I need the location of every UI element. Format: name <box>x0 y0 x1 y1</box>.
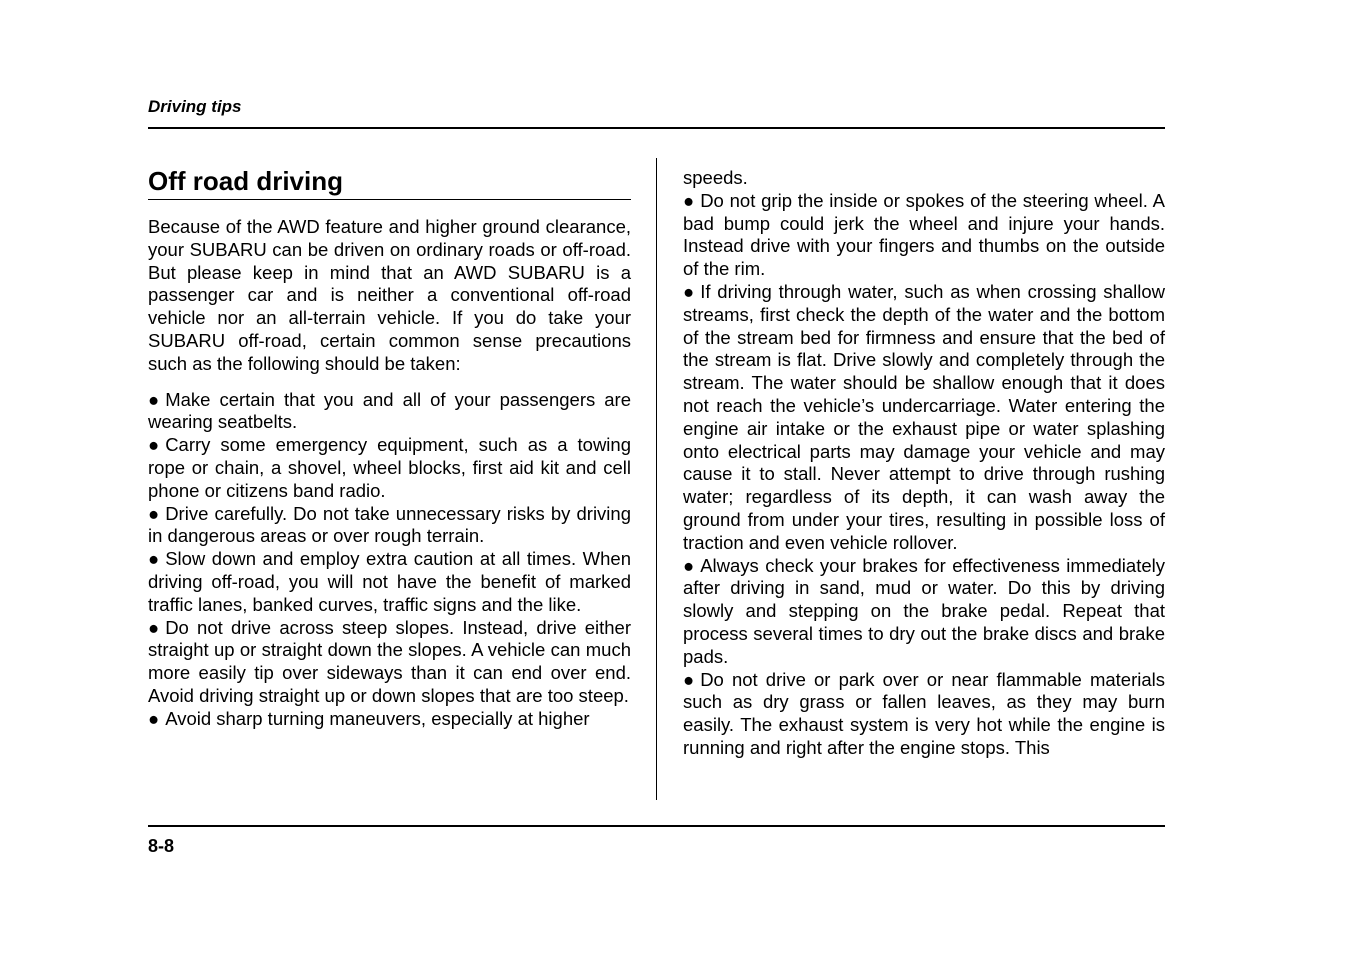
right-column <box>683 166 1165 760</box>
bullet-icon: ● <box>683 668 695 690</box>
bullet-item <box>148 548 631 616</box>
bullet-item <box>148 503 631 549</box>
section-title: Off road driving <box>148 166 631 200</box>
bullet-icon: ● <box>148 548 160 570</box>
bullet-text: Do not drive or park over or near flammable materials such as dry grass or fallen leaves, as they may burn easily. The exhaust system is very hot while the engine is running and right after the engine stops. This <box>683 668 1165 758</box>
bullet-icon: ● <box>148 707 160 729</box>
bullet-item <box>683 190 1165 281</box>
bullet-item <box>148 708 631 731</box>
bullet-text: Drive carefully. Do not take unnecessary risks by driving in dangerous areas or over rough terrain. <box>148 502 631 547</box>
bullet-text: Slow down and employ extra caution at all times. When driving off-road, you will not have the benefit of marked traffic lanes, banked curves, traffic signs and the like. <box>148 548 631 615</box>
bullet-icon: ● <box>148 502 160 524</box>
bullet-item <box>148 617 631 708</box>
column-divider <box>656 158 657 800</box>
bullet-icon: ● <box>148 616 160 638</box>
intro-paragraph: Because of the AWD feature and higher ground clearance, your SUBARU can be driven on ordinary roads or off-road. But please keep in mind that an AWD SUBARU is a passenger car and is neither a conventional off-road vehicle nor an all-terrain vehicle. If you do take your SUBARU off-road, certain common sense precautions such as the following should be taken: <box>148 216 631 374</box>
page-number: 8-8 <box>148 836 175 856</box>
bullet-item <box>683 555 1165 669</box>
bullet-text: Carry some emergency equipment, such as a towing rope or chain, a shovel, wheel blocks, first aid kit and cell phone or citizens band radio. <box>148 434 631 501</box>
bullet-icon: ● <box>148 434 160 456</box>
left-column <box>148 166 631 731</box>
header-rule <box>148 127 1165 129</box>
bullet-icon: ● <box>148 388 160 410</box>
footer-rule <box>148 825 1165 827</box>
bullet-text: Do not drive across steep slopes. Instead, drive either straight up or straight down the slopes. A vehicle can much more easily tip over sideways than it can end over end. Avoid driving straight up or down slopes that are too steep. <box>148 616 631 706</box>
bullet-text: Avoid sharp turning maneuvers, especially at higher <box>165 707 590 729</box>
bullet-icon: ● <box>683 554 695 576</box>
left-bullet-list <box>148 389 631 731</box>
bullet-text: Do not grip the inside or spokes of the steering wheel. A bad bump could jerk the wheel and injure your hands. Instead drive with your fingers and thumbs on the outside of the rim. <box>683 189 1165 280</box>
continued-text: speeds. <box>683 167 748 188</box>
bullet-item <box>683 669 1165 760</box>
bullet-text: Always check your brakes for effectiveness immediately after driving in sand, mud or water. Do this by driving slowly and stepping on the brake pedal. Repeat that process several times to dry out the brake discs and brake pads. <box>683 554 1165 667</box>
running-header: Driving tips <box>148 97 242 116</box>
bullet-icon: ● <box>683 189 695 211</box>
bullet-item <box>148 434 631 502</box>
bullet-item <box>683 281 1165 555</box>
bullet-icon: ● <box>683 280 695 302</box>
bullet-text: If driving through water, such as when crossing shallow streams, first check the depth of the water and the bottom of the stream bed for firmness and ensure that the bed of the stream is flat. Drive slowly and completely through the stream. The water should be shallow enough that it does not reach the vehicle’s undercarriage. Water entering the engine air intake or the exhaust pipe or water splashing onto electrical parts may damage your vehicle and may cause it to stall. Never attempt to drive through rushing water; regardless of its depth, it can wash away the ground from under your tires, resulting in possible loss of traction and even vehicle rollover. <box>683 280 1165 553</box>
bullet-item <box>148 389 631 435</box>
bullet-text: Make certain that you and all of your passengers are wearing seatbelts. <box>148 388 631 433</box>
